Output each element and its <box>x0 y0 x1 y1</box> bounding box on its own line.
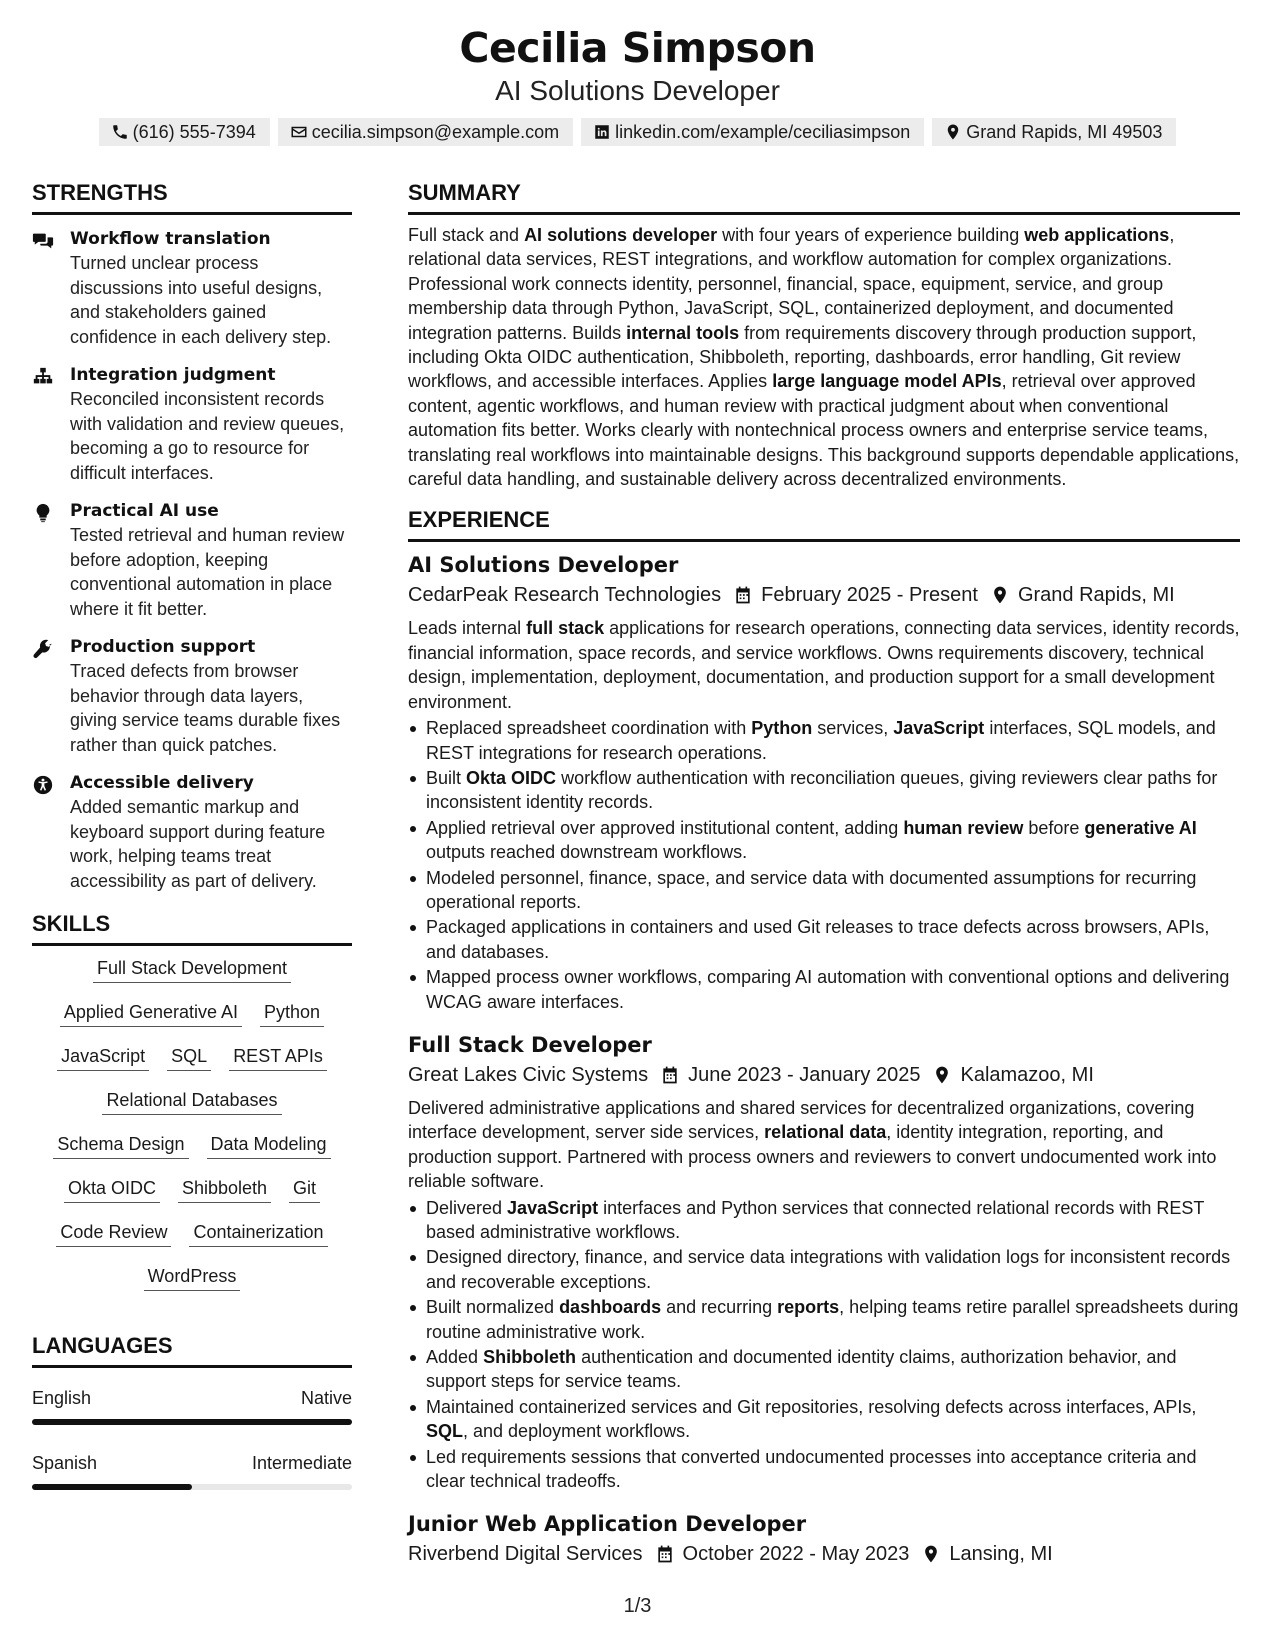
calendar-icon <box>660 1065 680 1085</box>
job-entry <box>408 1030 1240 1494</box>
calendar-icon <box>655 1544 675 1564</box>
strength-desc: Traced defects from browser behavior through data layers, giving service teams durable fixes rather than quick patches. <box>70 661 341 755</box>
strength-title: Integration judgment <box>70 365 276 385</box>
skill-tag: Schema Design <box>53 1132 188 1159</box>
job-dates: June 2023 - January 2025 <box>688 1063 921 1086</box>
text-run: Added <box>426 1347 484 1368</box>
emphasis-text: Okta OIDC <box>466 767 557 788</box>
text-run: outputs reached downstream workflows. <box>426 842 748 863</box>
strength-desc: Turned unclear process discussions into useful designs, and stakeholders gained confidence in each delivery step. <box>70 253 332 347</box>
skills-heading: SKILLS <box>32 909 352 946</box>
map-pin-icon <box>921 1544 941 1564</box>
job-meta <box>408 580 1240 610</box>
emphasis-text: web applications <box>1024 225 1170 245</box>
map-pin-icon <box>990 585 1010 605</box>
emphasis-text: SQL <box>426 1421 464 1442</box>
linkedin-icon <box>593 123 611 141</box>
text-run: , identity integration, reporting, and production support. Partnered with process owners and reviewers to convert undocumented work into reliable software. <box>408 1122 1217 1192</box>
skills-list <box>32 946 352 1291</box>
text-run: workflow authentication with reconciliation queues, giving reviewers clear paths for inconsistent identity records. <box>426 767 1218 813</box>
text-run: Delivered <box>426 1197 508 1218</box>
text-run: Leads internal <box>408 618 527 639</box>
job-location: Lansing, MI <box>949 1543 1053 1566</box>
job-bullet <box>408 1295 1240 1344</box>
contact-phone-text: (616) 555-7394 <box>132 121 256 142</box>
job-description <box>408 1096 1240 1194</box>
emphasis-text: full stack <box>526 618 605 639</box>
text-run: Replaced spreadsheet coordination with <box>426 718 752 739</box>
emphasis-text: Shibboleth <box>483 1347 577 1368</box>
job-bullet <box>408 866 1240 915</box>
emphasis-text: large language model APIs <box>772 371 1002 392</box>
emphasis-text: JavaScript <box>507 1197 599 1218</box>
text-run: applications for research operations, connecting data services, identity records, financial information, space records, and service workflows. Owns requirements discovery, technical design, implementation, deployment, documentation, and production support for a small development environment. <box>408 618 1240 712</box>
language-name: English <box>32 1388 92 1408</box>
skill-tag: Containerization <box>189 1220 327 1247</box>
skill-tag: Relational Databases <box>102 1088 281 1115</box>
skill-tag: REST APIs <box>229 1044 327 1071</box>
resume-header <box>0 22 1275 146</box>
contact-email[interactable] <box>278 118 573 146</box>
right-column <box>408 178 1240 1575</box>
strength-item <box>32 635 352 757</box>
contact-location-text: Grand Rapids, MI 49503 <box>966 121 1163 142</box>
text-run: with four years of experience building <box>717 225 1025 245</box>
emphasis-text: Python <box>751 718 813 739</box>
strength-desc: Reconciled inconsistent records with validation and review queues, becoming a go to resource for difficult interfaces. <box>70 389 345 483</box>
language-item <box>32 1386 352 1425</box>
text-run: from requirements discovery through production support, including Okta OIDC authentication, Shibboleth, reporting, dashboards, error handling, Git review workflows, and accessible interfaces. Applies <box>408 322 1197 392</box>
language-level-fill <box>32 1484 192 1490</box>
languages-section <box>32 1331 352 1490</box>
emphasis-text: JavaScript <box>893 718 985 739</box>
strength-desc: Tested retrieval and human review before adoption, keeping conventional automation in place where it fit better. <box>70 525 345 619</box>
text-run: Modeled personnel, finance, space, and service data with documented assumptions for recurring operational reports. <box>426 867 1197 912</box>
text-run: Packaged applications in containers and used Git releases to trace defects across browsers, APIs, and databases. <box>426 917 1210 962</box>
strength-desc: Added semantic markup and keyboard support during feature work, helping teams treat accessibility as part of delivery. <box>70 797 326 891</box>
skills-section <box>32 909 352 1291</box>
text-run: Delivered administrative applications and shared services for decentralized organizations, covering interface development, server side services, <box>408 1097 1195 1143</box>
job-bullets <box>408 716 1240 1014</box>
skill-tag: Full Stack Development <box>93 956 291 983</box>
strengths-heading: STRENGTHS <box>32 178 352 215</box>
strength-title: Practical AI use <box>70 501 219 521</box>
job-title: Junior Web Application Developer <box>408 1512 807 1537</box>
contact-linkedin-text: linkedin.com/example/ceciliasimpson <box>615 121 911 142</box>
text-run: , and deployment workflows. <box>463 1421 691 1442</box>
job-bullet <box>408 1395 1240 1444</box>
language-level-fill <box>32 1419 352 1425</box>
job-description <box>408 616 1240 714</box>
emphasis-text: internal tools <box>626 322 740 343</box>
phone-icon <box>111 123 129 141</box>
experience-heading: EXPERIENCE <box>408 505 1240 542</box>
text-run: , relational data services, REST integrations, and workflow automation for complex organizations. Professional work connects identity, personnel, financial, space, equipment, service, and group membership data through Python, JavaScript, SQL, containerized deployment, and documented integration patterns. Builds <box>408 225 1175 343</box>
summary-heading: SUMMARY <box>408 178 1240 215</box>
skill-tag: Code Review <box>56 1220 171 1247</box>
strength-item <box>32 771 352 893</box>
text-run: interfaces, SQL models, and REST integrations for research operations. <box>426 718 1216 763</box>
contact-bar <box>0 118 1275 146</box>
text-run: Built normalized <box>426 1297 560 1318</box>
accessibility-icon <box>32 774 54 796</box>
strength-title: Production support <box>70 637 256 657</box>
comments-icon <box>32 230 54 252</box>
text-run: Designed directory, finance, and service data integrations with validation logs for inconsistent records and recoverable exceptions. <box>426 1247 1231 1292</box>
contact-linkedin[interactable] <box>581 118 924 146</box>
experience-section <box>408 505 1240 1569</box>
job-bullets <box>408 1196 1240 1494</box>
skill-tag: Git <box>289 1176 320 1203</box>
emphasis-text: human review <box>903 817 1024 838</box>
text-run: authentication and documented identity claims, authorization behavior, and support steps for service teams. <box>426 1347 1177 1392</box>
job-meta <box>408 1060 1240 1090</box>
job-bullet <box>408 1445 1240 1494</box>
map-pin-icon <box>944 123 962 141</box>
skill-tag: Data Modeling <box>207 1132 331 1159</box>
wrench-icon <box>32 638 54 660</box>
skill-tag: Python <box>260 1000 324 1027</box>
text-run: Built <box>426 767 467 788</box>
text-run: and recurring <box>661 1297 778 1318</box>
strength-item <box>32 363 352 485</box>
job-dates: October 2022 - May 2023 <box>682 1543 910 1566</box>
job-bullet <box>408 965 1240 1014</box>
emphasis-text: dashboards <box>559 1297 662 1318</box>
language-level-bar <box>32 1419 352 1425</box>
job-meta <box>408 1539 1240 1569</box>
envelope-icon <box>290 123 308 141</box>
map-pin-icon <box>932 1065 952 1085</box>
text-run: before <box>1023 817 1085 838</box>
job-bullet <box>408 915 1240 964</box>
job-title: Full Stack Developer <box>408 1032 652 1057</box>
languages-heading: LANGUAGES <box>32 1331 352 1368</box>
text-run: Maintained containerized services and Git repositories, resolving defects across interfaces, APIs, <box>426 1396 1197 1417</box>
skill-tag: JavaScript <box>57 1044 149 1071</box>
skill-tag: WordPress <box>144 1264 241 1291</box>
emphasis-text: generative AI <box>1084 817 1197 838</box>
candidate-role: AI Solutions Developer <box>495 75 780 106</box>
calendar-icon <box>733 585 753 605</box>
language-level: Intermediate <box>251 1453 352 1473</box>
contact-location <box>932 118 1176 146</box>
contact-email-text: cecilia.simpson@example.com <box>311 121 560 142</box>
text-run: Mapped process owner workflows, comparing AI automation with conventional options and delivering WCAG aware interfaces. <box>426 967 1230 1012</box>
job-bullet <box>408 766 1240 815</box>
left-column <box>32 178 352 1490</box>
page-number: 1/3 <box>623 1595 652 1617</box>
strength-item <box>32 499 352 621</box>
lightbulb-icon <box>32 502 54 524</box>
skill-tag: Okta OIDC <box>64 1176 160 1203</box>
language-level-bar <box>32 1484 352 1490</box>
skill-tag: Applied Generative AI <box>60 1000 242 1027</box>
strengths-list <box>32 227 352 893</box>
language-name: Spanish <box>32 1453 98 1473</box>
job-list <box>408 550 1240 1569</box>
job-location: Kalamazoo, MI <box>960 1063 1094 1086</box>
strength-title: Workflow translation <box>70 229 271 249</box>
text-run: Applied retrieval over approved institutional content, adding <box>426 817 904 838</box>
contact-phone[interactable] <box>99 118 270 146</box>
text-run: , retrieval over approved content, agentic workflows, and human review with practical judgment about when conventional automation fits better. Works clearly with nontechnical process owners and enterprise service teams, translating real workflows into maintainable designs. This background supports dependable applications, careful data handling, and sustainable delivery across decentralized environments. <box>408 371 1240 490</box>
candidate-name: Cecilia Simpson <box>459 24 816 72</box>
emphasis-text: reports <box>777 1297 840 1318</box>
job-location: Grand Rapids, MI <box>1017 584 1175 607</box>
job-company: CedarPeak Research Technologies <box>408 584 722 607</box>
job-entry <box>408 550 1240 1014</box>
text-run: , helping teams retire parallel spreadsheets during routine administrative work. <box>426 1297 1239 1342</box>
job-bullet <box>408 716 1240 765</box>
text-run: Full stack and <box>408 225 525 245</box>
skill-tag: SQL <box>167 1044 211 1071</box>
language-level: Native <box>300 1388 352 1408</box>
job-bullet <box>408 816 1240 865</box>
job-bullet <box>408 1245 1240 1294</box>
language-item <box>32 1451 352 1490</box>
sitemap-icon <box>32 366 54 388</box>
job-dates: February 2025 - Present <box>761 584 978 607</box>
summary-text <box>408 223 1240 491</box>
skill-tag: Shibboleth <box>178 1176 271 1203</box>
strength-title: Accessible delivery <box>70 773 254 793</box>
job-entry <box>408 1509 1240 1569</box>
text-run: Led requirements sessions that converted undocumented processes into acceptance criteria and clear technical tradeoffs. <box>426 1446 1197 1492</box>
text-run: interfaces and Python services that connected relational records with REST based administrative workflows. <box>426 1197 1205 1242</box>
emphasis-text: relational data <box>764 1122 887 1143</box>
job-title: AI Solutions Developer <box>408 553 679 578</box>
job-bullet <box>408 1345 1240 1394</box>
text-run: services, <box>812 718 894 739</box>
emphasis-text: AI solutions developer <box>524 225 718 245</box>
job-company: Great Lakes Civic Systems <box>408 1063 649 1086</box>
strength-item <box>32 227 352 349</box>
job-company: Riverbend Digital Services <box>408 1543 643 1566</box>
job-bullet <box>408 1196 1240 1245</box>
